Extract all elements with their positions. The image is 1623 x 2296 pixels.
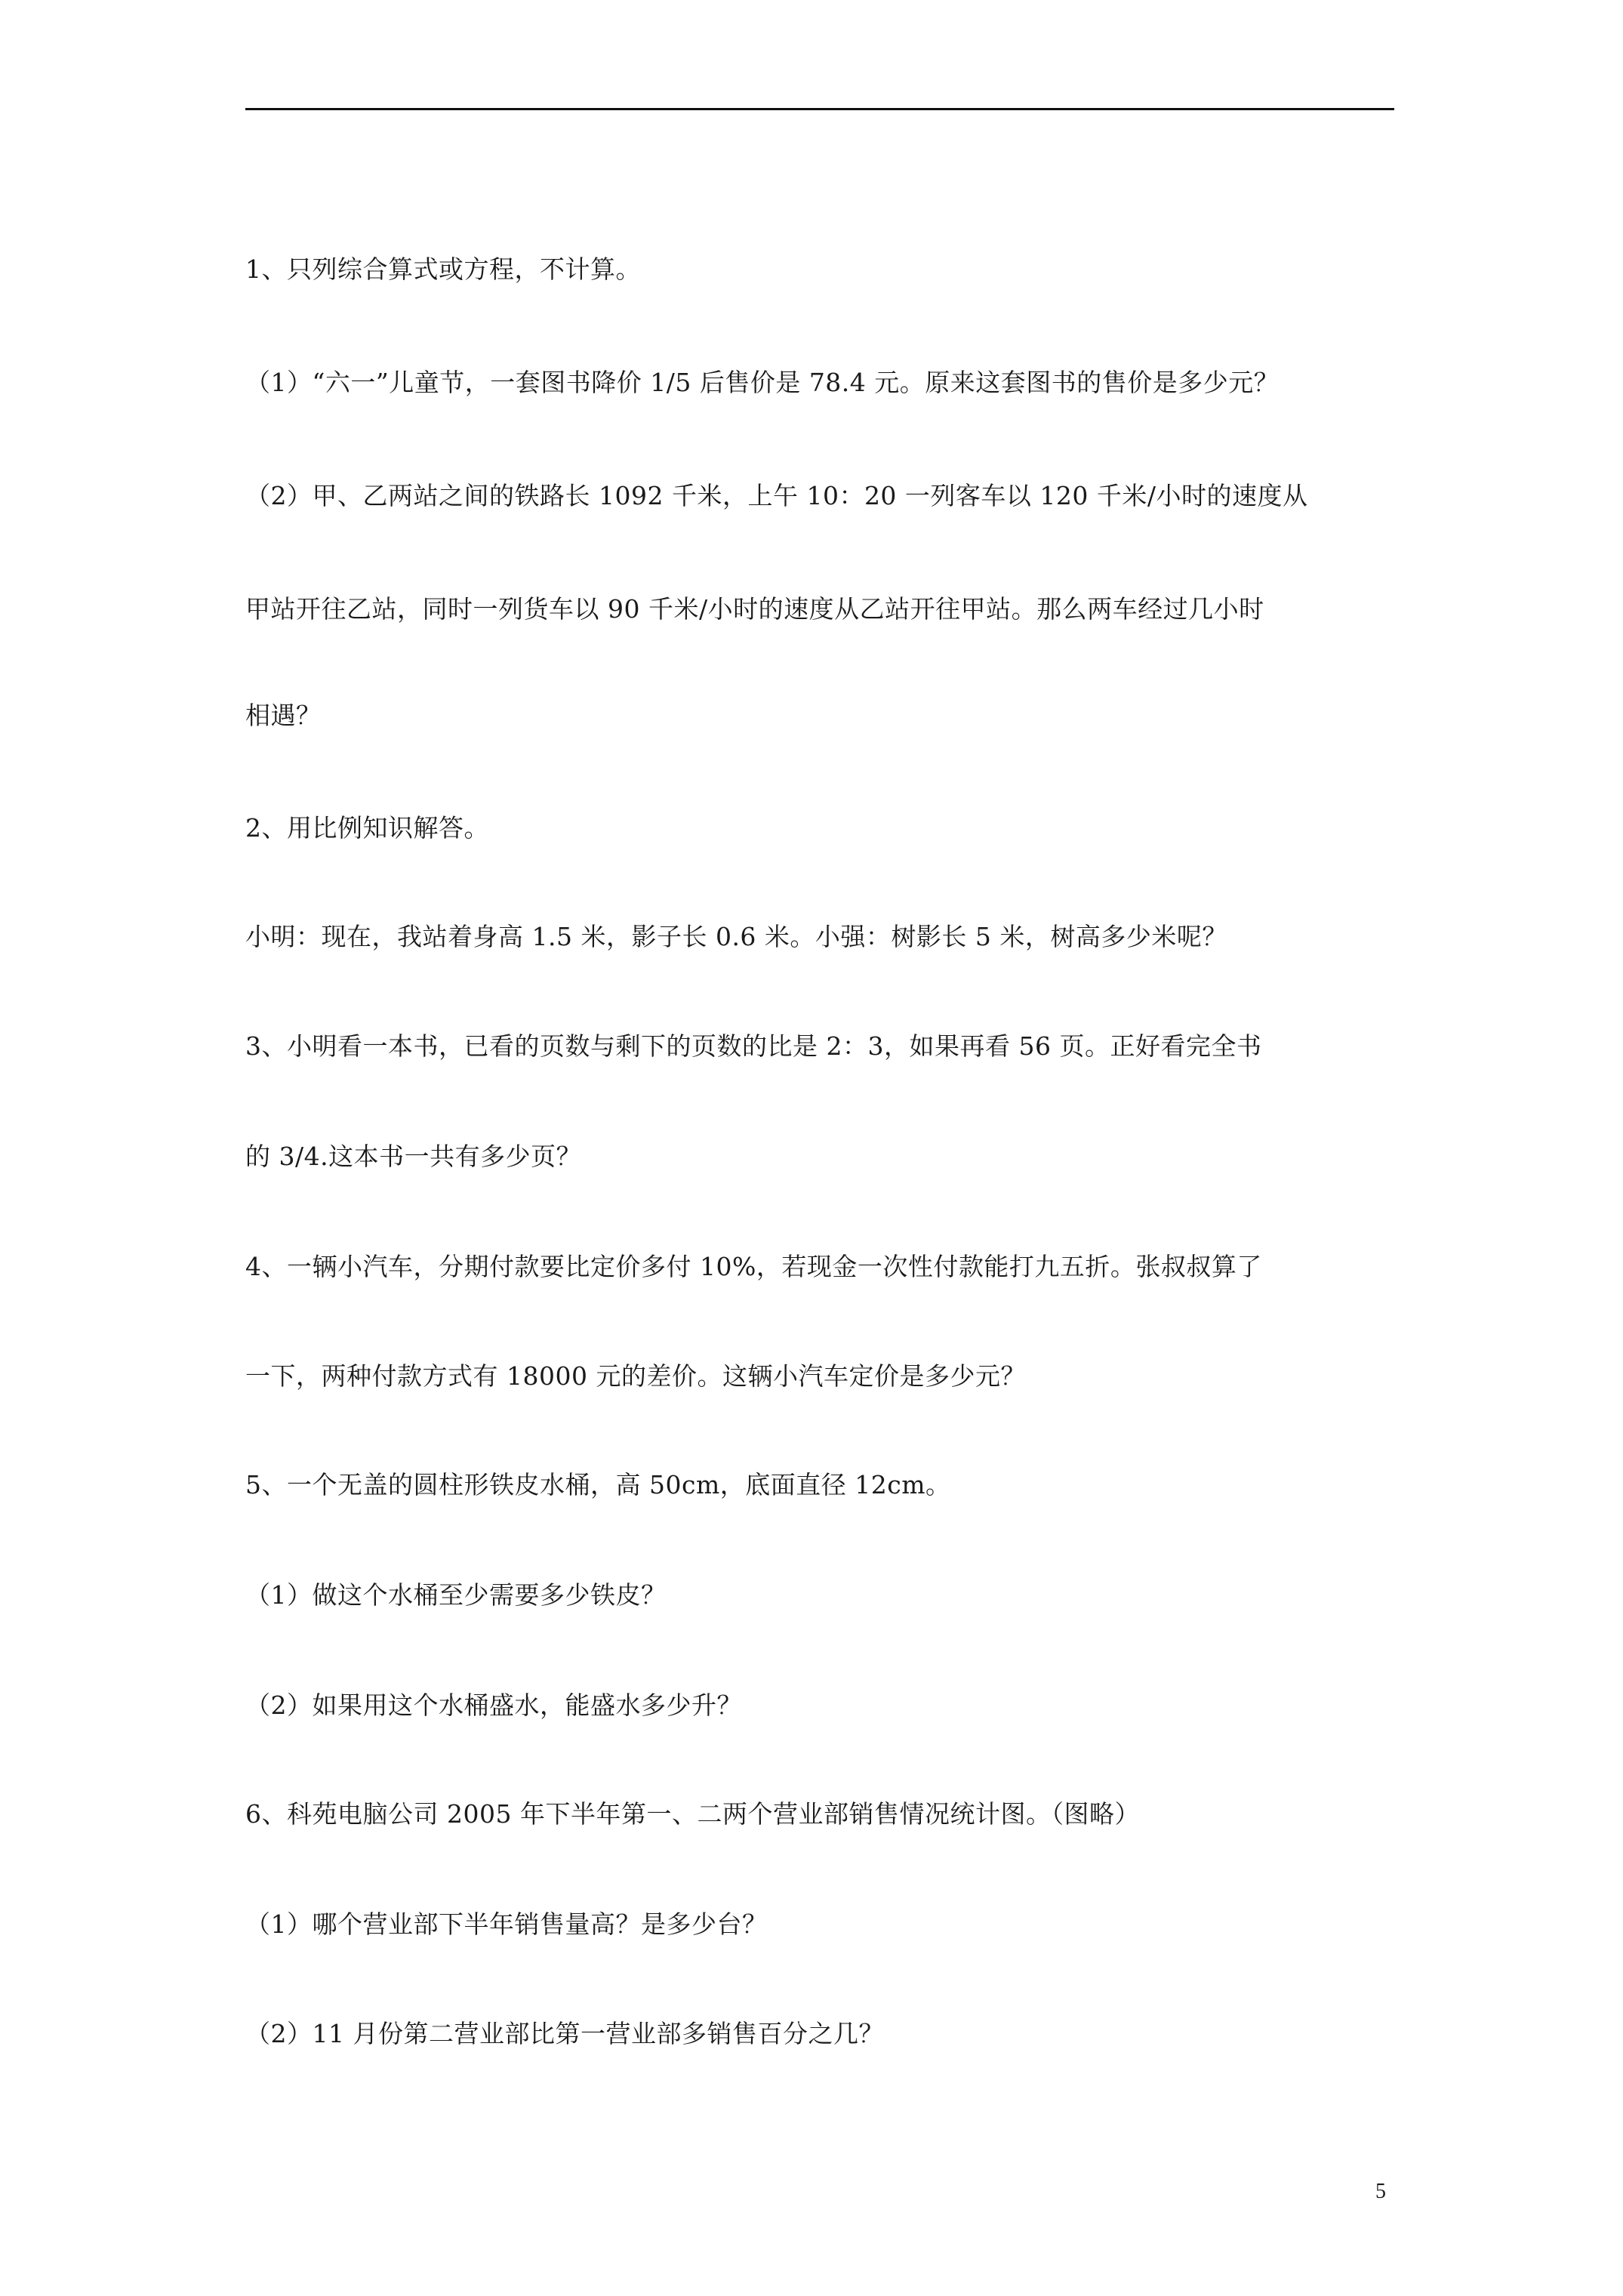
question-6-part-2: （2）11 月份第二营业部比第一营业部多销售百分之几？: [245, 2019, 884, 2048]
page-number: 5: [1375, 2180, 1386, 2203]
question-5-part-1: （1）做这个水桶至少需要多少铁皮？: [245, 1580, 667, 1610]
question-1-part-1: （1）“六一”儿童节，一套图书降价 1/5 后售价是 78.4 元。原来这套图书的售价是多少元？: [245, 368, 1280, 397]
question-2-heading: 2、用比例知识解答。: [245, 813, 489, 843]
question-1-part-2-line-1: （2）甲、乙两站之间的铁路长 1092 千米，上午 10：20 一列客车以 120 千米/小时的速度从: [245, 481, 1308, 510]
question-2-body: 小明：现在，我站着身高 1.5 米，影子长 0.6 米。小强：树影长 5 米，树高多少米呢？: [245, 922, 1227, 951]
question-1-part-2-line-3: 相遇？: [245, 701, 322, 730]
question-4-line-2: 一下，两种付款方式有 18000 元的差价。这辆小汽车定价是多少元？: [245, 1361, 1026, 1391]
question-3-line-1: 3、小明看一本书，已看的页数与剩下的页数的比是 2：3，如果再看 56 页。正好看完全书: [245, 1031, 1262, 1061]
question-5-part-2: （2）如果用这个水桶盛水，能盛水多少升？: [245, 1690, 742, 1720]
question-5-heading: 5、一个无盖的圆柱形铁皮水桶，高 50cm，底面直径 12cm。: [245, 1470, 951, 1499]
question-3-line-2: 的 3/4.这本书一共有多少页？: [245, 1142, 582, 1171]
question-4-line-1: 4、一辆小汽车，分期付款要比定价多付 10%，若现金一次性付款能打九五折。张叔叔算了: [245, 1252, 1262, 1281]
header-rule: [245, 108, 1394, 110]
question-1-heading: 1、只列综合算式或方程，不计算。: [245, 254, 641, 284]
question-6-heading: 6、科苑电脑公司 2005 年下半年第一、二两个营业部销售情况统计图。（图略）: [245, 1799, 1140, 1829]
question-6-part-1: （1）哪个营业部下半年销售量高？是多少台？: [245, 1909, 768, 1939]
question-1-part-2-line-2: 甲站开往乙站，同时一列货车以 90 千米/小时的速度从乙站开往甲站。那么两车经过几小时: [245, 594, 1264, 624]
